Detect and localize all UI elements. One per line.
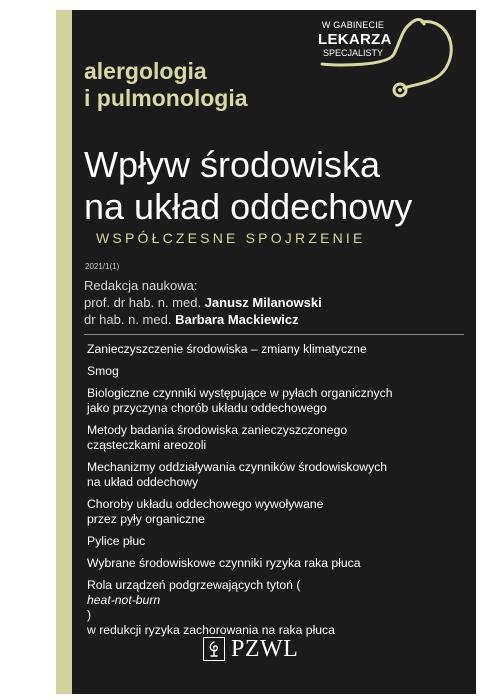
toc-item <box>87 497 457 527</box>
toc-item-line: Metody badania środowiska zanieczyszczonego <box>87 423 348 437</box>
toc-item-line: Mechanizmy oddziaływania czynników środowiskowych <box>87 460 388 474</box>
editors-label: Redakcja naukowa: <box>84 278 198 293</box>
editor-2-name: Barbara Mackiewicz <box>175 312 299 327</box>
publisher-name: PZWL <box>231 636 299 662</box>
toc-item-line: na układ oddechowy <box>87 475 199 489</box>
toc-item-line: Biologiczne czynniki występujące w pyłach organicznych <box>87 386 393 400</box>
toc-item-line: jako przyczyna chorób układu oddechowego <box>87 401 327 415</box>
toc-item <box>87 534 457 549</box>
toc-text: ) <box>87 608 92 622</box>
stethoscope-icon <box>318 14 468 110</box>
toc-item-line: Wybrane środowiskowe czynniki ryzyka raka płuca <box>87 556 361 570</box>
editor-2-prefix: dr hab. n. med. <box>84 312 172 327</box>
toc-item-line: przez pyły organiczne <box>87 512 205 526</box>
toc-item-line: Choroby układu oddechowego wywoływane <box>87 497 324 511</box>
toc-item-line: Zanieczyszczenie środowiska – zmiany klimatyczne <box>87 342 367 356</box>
book-subtitle: WSPÓŁCZESNE SPOJRZENIE <box>96 230 366 246</box>
book-title-line1: Wpływ środowiska <box>84 144 381 185</box>
toc-item <box>87 386 457 416</box>
toc-item <box>87 556 457 571</box>
book-title-line2: na układ oddechowy <box>84 186 413 227</box>
series-title-line2: i pulmonologia <box>84 85 248 111</box>
table-of-contents <box>87 342 457 645</box>
book-title <box>84 144 412 228</box>
cover-spine-stripe <box>56 10 72 694</box>
series-title <box>84 58 248 112</box>
toc-item <box>87 423 457 453</box>
toc-item-line: Smog <box>87 364 119 378</box>
toc-item-line <box>87 578 457 623</box>
editors-block <box>84 277 322 328</box>
toc-item <box>87 342 457 357</box>
editor-1 <box>84 294 322 311</box>
badge-line2: LEKARZA <box>318 31 392 48</box>
toc-item-line: Pylice płuc <box>87 534 146 548</box>
toc-text: Rola urządzeń podgrzewających tytoń ( <box>87 578 301 592</box>
toc-emphasis: heat-not-burn <box>87 593 161 607</box>
toc-item <box>87 578 457 638</box>
pzwl-logo-icon <box>203 637 225 661</box>
toc-item <box>87 364 457 379</box>
series-title-line1: alergologia <box>84 58 207 84</box>
editor-2 <box>84 311 322 328</box>
divider <box>84 334 464 335</box>
badge-line3: SPECJALISTY <box>322 48 384 58</box>
badge-line1: W GABINECIE <box>321 20 385 30</box>
toc-item-line: w redukcji ryzyka zachorowania na raka płuca <box>87 623 335 637</box>
series-badge <box>318 14 468 110</box>
publisher-logo <box>203 636 298 662</box>
editor-1-prefix: prof. dr hab. n. med. <box>84 295 202 310</box>
editor-1-name: Janusz Milanowski <box>204 295 322 310</box>
issue-number: 2021/1(1) <box>85 262 120 271</box>
toc-item-line: cząsteczkami areozoli <box>87 438 207 452</box>
toc-item <box>87 460 457 490</box>
